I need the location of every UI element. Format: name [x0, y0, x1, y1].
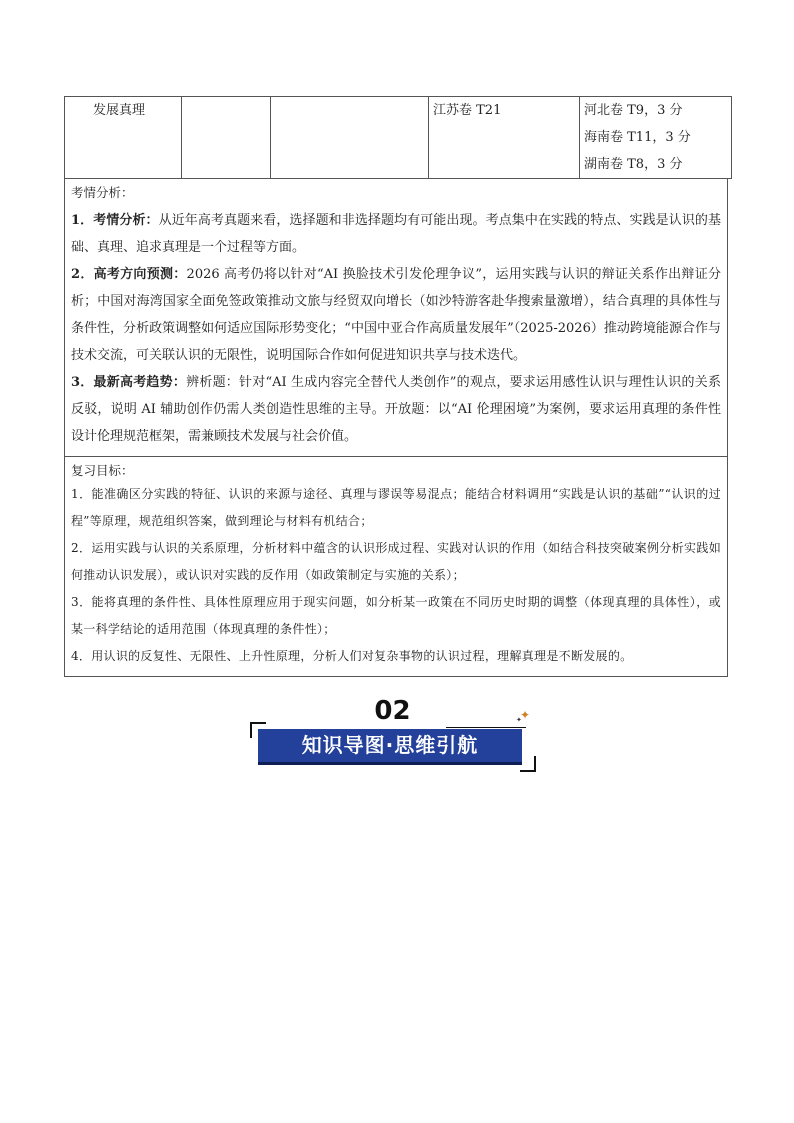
analysis-item-text: 2026 高考仍将以针对“AI 换脸技术引发伦理争议”，运用实践与认识的辩证关系作出辩证分析；中国对海湾国家全面免签政策推动文旅与经贸双向增长（如沙特游客赴华搜索量激增），结合真理的具体性与条件性，分析政策调整如何适应国际形势变化；“中国中亚合作高质量发展年”（2025-2026）推动跨境能源合作与技术交流，可关联认识的无限性，说明国际合作如何促进知识共享与技术迭代。	[71, 267, 721, 363]
analysis-heading: 考情分析：	[71, 185, 134, 200]
goal-item: 4．用认识的反复性、无限性、上升性原理，分析人们对复杂事物的认识过程，理解真理是不断发展的。	[71, 649, 633, 663]
sparkle-icon: ✦	[520, 708, 531, 722]
analysis-item	[71, 261, 721, 369]
analysis-item-label: 2．高考方向预测：	[71, 267, 187, 282]
analysis-item	[71, 207, 721, 261]
knowledge-point-cell: 发展真理	[93, 103, 146, 118]
table-row	[65, 97, 732, 179]
section-banner	[250, 694, 540, 774]
analysis-item	[71, 369, 721, 450]
goals-heading: 复习目标：	[71, 463, 134, 478]
exam-source-line: 河北卷 T9，3 分	[584, 103, 683, 118]
section-number: 02	[374, 696, 411, 726]
analysis-item-text: 辨析题：针对“AI 生成内容完全替代人类创作”的观点，要求运用感性认识与理性认识的关系反驳，说明 AI 辅助创作仍需人类创造性思维的主导。开放题：以“AI 伦理困境”为案例，要求运用真理的条件性设计伦理规范框架，需兼顾技术发展与社会价值。	[71, 375, 721, 444]
analysis-item-label: 1．考情分析：	[71, 213, 159, 228]
exam-source-line: 海南卷 T11，3 分	[584, 130, 691, 145]
analysis-item-label: 3．最新高考趋势：	[71, 375, 187, 390]
exam-source-cell: 江苏卷 T21	[433, 103, 502, 118]
goal-item: 1．能准确区分实践的特征、认识的来源与途径、真理与谬误等易混点；能结合材料调用“实践是认识的基础”“认识的过程”等原理，规范组织答案，做到理论与材料有机结合；	[71, 487, 721, 528]
section-title: 知识导图·思维引航	[301, 733, 479, 757]
analysis-item-text: 从近年高考真题来看，选择题和非选择题均有可能出现。考点集中在实践的特点、实践是认识的基础、真理、追求真理是一个过程等方面。	[71, 213, 721, 255]
goal-item: 2．运用实践与认识的关系原理，分析材料中蕴含的认识形成过程、实践对认识的作用（如结合科技突破案例分析实践如何推动认识发展），或认识对实践的反作用（如政策制定与实施的关系）；	[71, 541, 721, 582]
exam-table	[64, 96, 732, 179]
section-title-bar	[258, 729, 522, 765]
document-sheet	[64, 96, 728, 677]
goal-item: 3．能将真理的条件性、具体性原理应用于现实问题，如分析某一政策在不同历史时期的调整（体现真理的具体性），或某一科学结论的适用范围（体现真理的条件性）；	[71, 595, 721, 636]
banner-line	[446, 727, 526, 728]
exam-source-line: 湖南卷 T8，3 分	[584, 157, 683, 172]
sparkle-small-icon: ✦	[516, 716, 522, 724]
analysis-block	[64, 179, 728, 457]
bracket-corner	[520, 756, 536, 772]
goals-block	[64, 457, 728, 677]
